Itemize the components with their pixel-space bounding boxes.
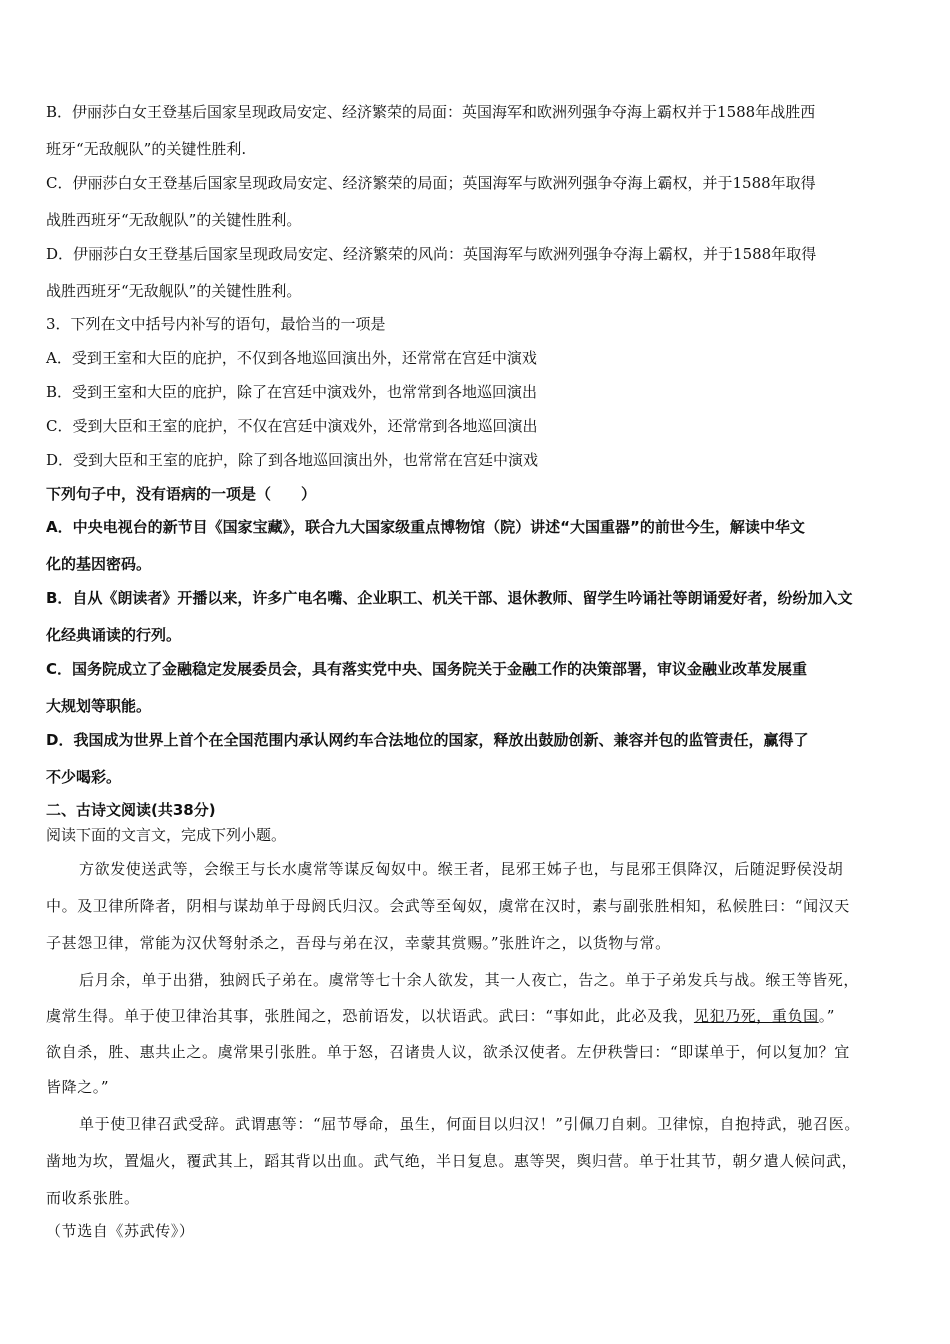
q4-option-a-line1: A．中央电视台的新节目《国家宝藏》，联合九大国家级重点博物馆（院）讲述“大国重器”的前世今生，解读中华文 [46,518,805,536]
q3-option-d: D．受到大臣和王室的庇护，除了到各地巡回演出外，也常常在宫廷中演戏 [46,451,539,469]
passage-p2-line4: 皆降之。” [46,1078,110,1096]
passage-p2-line3: 欲自杀，胜、惠共止之。虞常果引张胜。单于怒，召诸贵人议，欲杀汉使者。左伊秩訾曰：“即谋单于，何以复加？宜 [46,1043,850,1061]
q2-option-b-line2: 班牙“无敌舰队”的关键性胜利. [46,140,247,158]
q3-option-a: A．受到王室和大臣的庇护，不仅到各地巡回演出外，还常常在宫廷中演戏 [46,349,537,367]
passage-p1-line1: 方欲发使送武等，会缑王与长水虞常等谋反匈奴中。缑王者，昆邪王姊子也，与昆邪王俱降汉，后随浞野侯没胡 [79,860,844,878]
q3-stem: 3．下列在文中括号内补写的语句，最恰当的一项是 [46,315,386,333]
q3-option-c: C．受到大臣和王室的庇护，不仅在宫廷中演戏外，还常常到各地巡回演出 [46,417,538,435]
q4-option-c-line2: 大规划等职能。 [46,697,152,715]
q4-stem: 下列句子中，没有语病的一项是（ ） [46,485,317,503]
passage-p2-line2-end: 。” [818,1007,836,1025]
q4-option-b-line2: 化经典诵读的行列。 [46,626,182,644]
q4-option-b-line1: B．自从《朗读者》开播以来，许多广电名嘴、企业职工、机关干部、退休教师、留学生吟诵社等朗诵爱好者，纷纷加入文 [46,589,853,607]
underlined-sentence: 见犯乃死，重负国 [693,1007,819,1025]
q4-option-c-line1: C．国务院成立了金融稳定发展委员会，具有落实党中央、国务院关于金融工作的决策部署，审议金融业改革发展重 [46,660,808,678]
passage-p1-line3: 子甚怨卫律，常能为汉伏弩射杀之，吾母与弟在汉，幸蒙其赏赐。”张胜许之，以货物与常。 [46,934,671,952]
q2-option-d-line2: 战胜西班牙“无敌舰队”的关键性胜利。 [46,282,302,300]
q2-option-b-line1: B．伊丽莎白女王登基后国家呈现政局安定、经济繁荣的局面：英国海军和欧洲列强争夺海上霸权并于1588年战胜西 [46,103,816,121]
q4-option-d-line1: D．我国成为世界上首个在全国范围内承认网约车合法地位的国家，释放出鼓励创新、兼容并包的监管责任，赢得了 [46,731,809,749]
q4-option-a-line2: 化的基因密码。 [46,555,152,573]
passage-p1-line2: 中。及卫律所降者，阴相与谋劫单于母阏氏归汉。会武等至匈奴，虞常在汉时，素与副张胜相知，私候胜曰：“闻汉天 [46,897,850,915]
q3-option-b: B．受到王室和大臣的庇护，除了在宫廷中演戏外，也常常到各地巡回演出 [46,383,538,401]
passage-p3-line2: 凿地为坎，置煴火，覆武其上，蹈其背以出血。武气绝，半日复息。惠等哭，舆归营。单于壮其节，朝夕遣人候问武， [46,1152,858,1170]
passage-p3-line1: 单于使卫律召武受辞。武谓惠等：“屈节辱命，虽生，何面目以归汉！”引佩刀自刺。卫律惊，自抱持武，驰召医。 [79,1115,860,1133]
section-instruction: 阅读下面的文言文，完成下列小题。 [46,826,287,844]
q2-option-c-line1: C．伊丽莎白女王登基后国家呈现政局安定、经济繁荣的局面；英国海军与欧洲列强争夺海上霸权，并于1588年取得 [46,174,816,192]
q2-option-d-line1: D．伊丽莎白女王登基后国家呈现政局安定、经济繁荣的风尚：英国海军与欧洲列强争夺海上霸权，并于1588年取得 [46,245,817,263]
section-heading: 二、古诗文阅读(共38分) [46,801,216,819]
passage-p2-line2 [46,1006,835,1026]
q4-option-d-line2: 不少喝彩。 [46,768,122,786]
q2-option-c-line2: 战胜西班牙“无敌舰队”的关键性胜利。 [46,211,302,229]
passage-p3-line3: 而收系张胜。 [46,1189,140,1207]
passage-p2-line1: 后月余，单于出猎，独阏氏子弟在。虞常等七十余人欲发，其一人夜亡，告之。单于子弟发兵与战。缑王等皆死， [79,971,860,989]
passage-p2-line2-text: 虞常生得。单于使卫律治其事，张胜闻之，恐前语发，以状语武。武曰：“事如此，此必及我， [46,1007,694,1025]
passage-source: （节选自《苏武传》） [46,1222,195,1240]
